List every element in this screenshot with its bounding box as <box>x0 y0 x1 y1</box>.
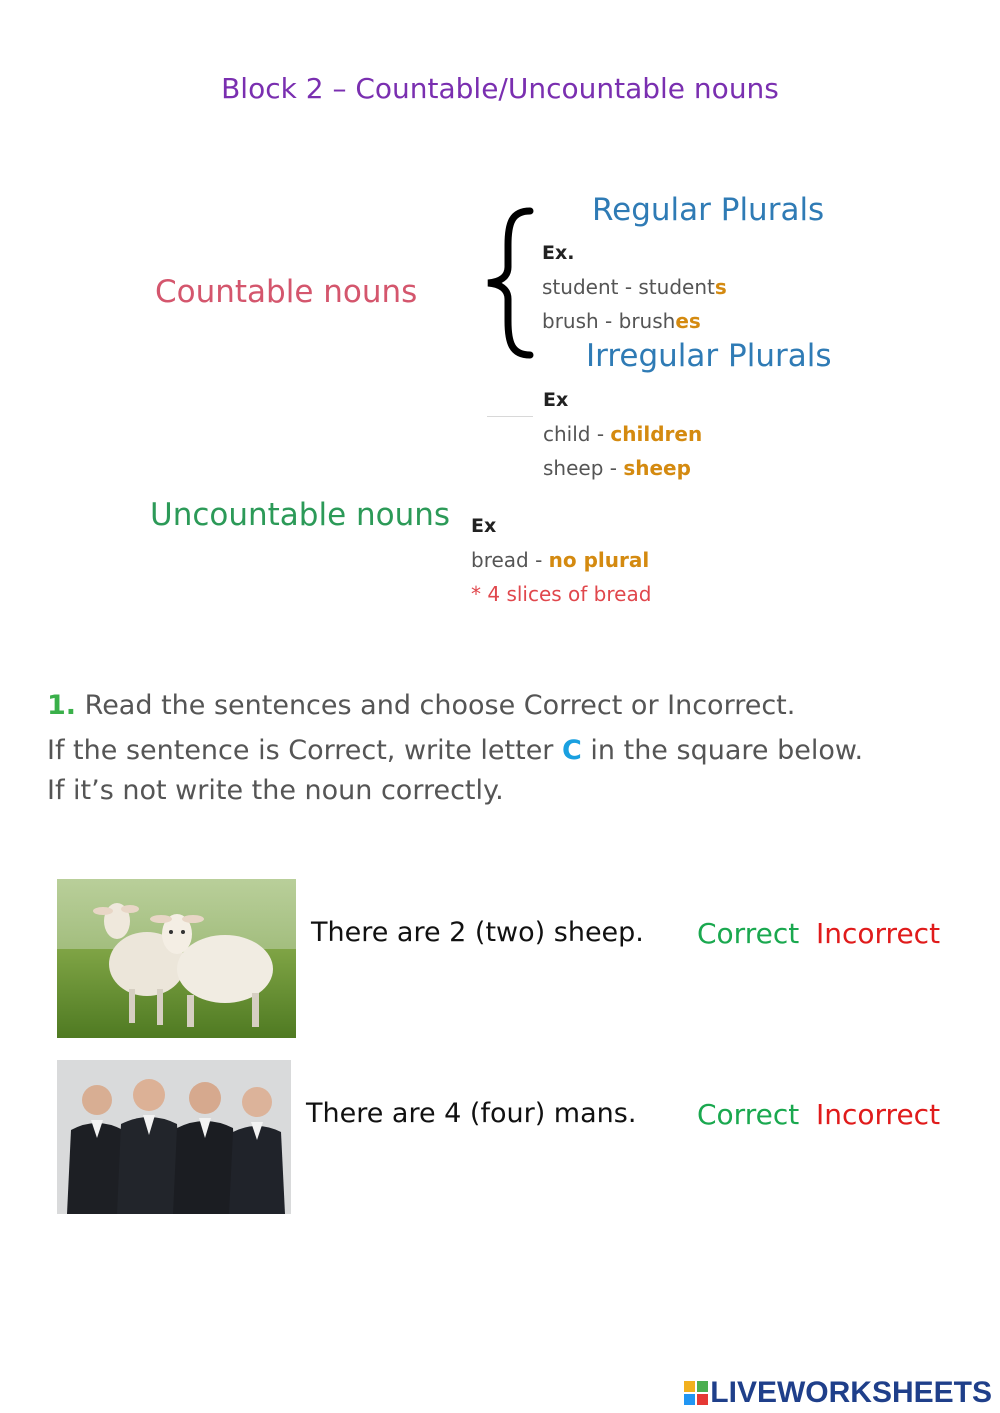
uncountable-example: bread - no plural <box>471 548 650 572</box>
uncountable-note: * 4 slices of bread <box>471 582 652 606</box>
regular-example-1: student - students <box>542 275 727 299</box>
irregular-plurals-heading: Irregular Plurals <box>586 338 832 374</box>
logo-grid-icon <box>684 1381 708 1405</box>
sheep-photo <box>57 879 296 1038</box>
irregular-example-1: child - children <box>543 422 703 446</box>
uncountable-nouns-heading: Uncountable nouns <box>150 497 451 533</box>
regular-example-2: brush - brushes <box>542 309 701 333</box>
instruction-line-1: 1. Read the sentences and choose Correct or Incorrect. <box>47 690 796 721</box>
men-photo <box>57 1060 291 1214</box>
step-number: 1. <box>47 690 77 721</box>
letter-c: C <box>562 735 582 766</box>
liveworksheets-logo <box>684 1376 992 1410</box>
question-2-correct-option[interactable]: Correct <box>697 1098 800 1131</box>
uncountable-ex-label: Ex <box>471 515 497 537</box>
countable-nouns-heading: Countable nouns <box>155 274 418 310</box>
logo-text: LIVEWORKSHEETS <box>710 1376 992 1409</box>
irregular-example-2: sheep - sheep <box>543 456 691 480</box>
regular-plurals-heading: Regular Plurals <box>592 192 825 228</box>
question-2-sentence: There are 4 (four) mans. <box>306 1098 637 1129</box>
divider <box>487 416 533 417</box>
question-1-sentence: There are 2 (two) sheep. <box>311 917 644 948</box>
page-title: Block 2 – Countable/Uncountable nouns <box>221 72 779 105</box>
instruction-line-2: If the sentence is Correct, write letter C in the square below. <box>47 735 864 766</box>
irregular-ex-label: Ex <box>543 389 569 411</box>
question-1-correct-option[interactable]: Correct <box>697 917 800 950</box>
curly-brace-icon <box>482 205 542 360</box>
question-2-incorrect-option[interactable]: Incorrect <box>816 1098 941 1131</box>
regular-ex-label: Ex. <box>542 242 575 264</box>
instruction-line-3: If it’s not write the noun correctly. <box>47 775 504 806</box>
question-1-incorrect-option[interactable]: Incorrect <box>816 917 941 950</box>
